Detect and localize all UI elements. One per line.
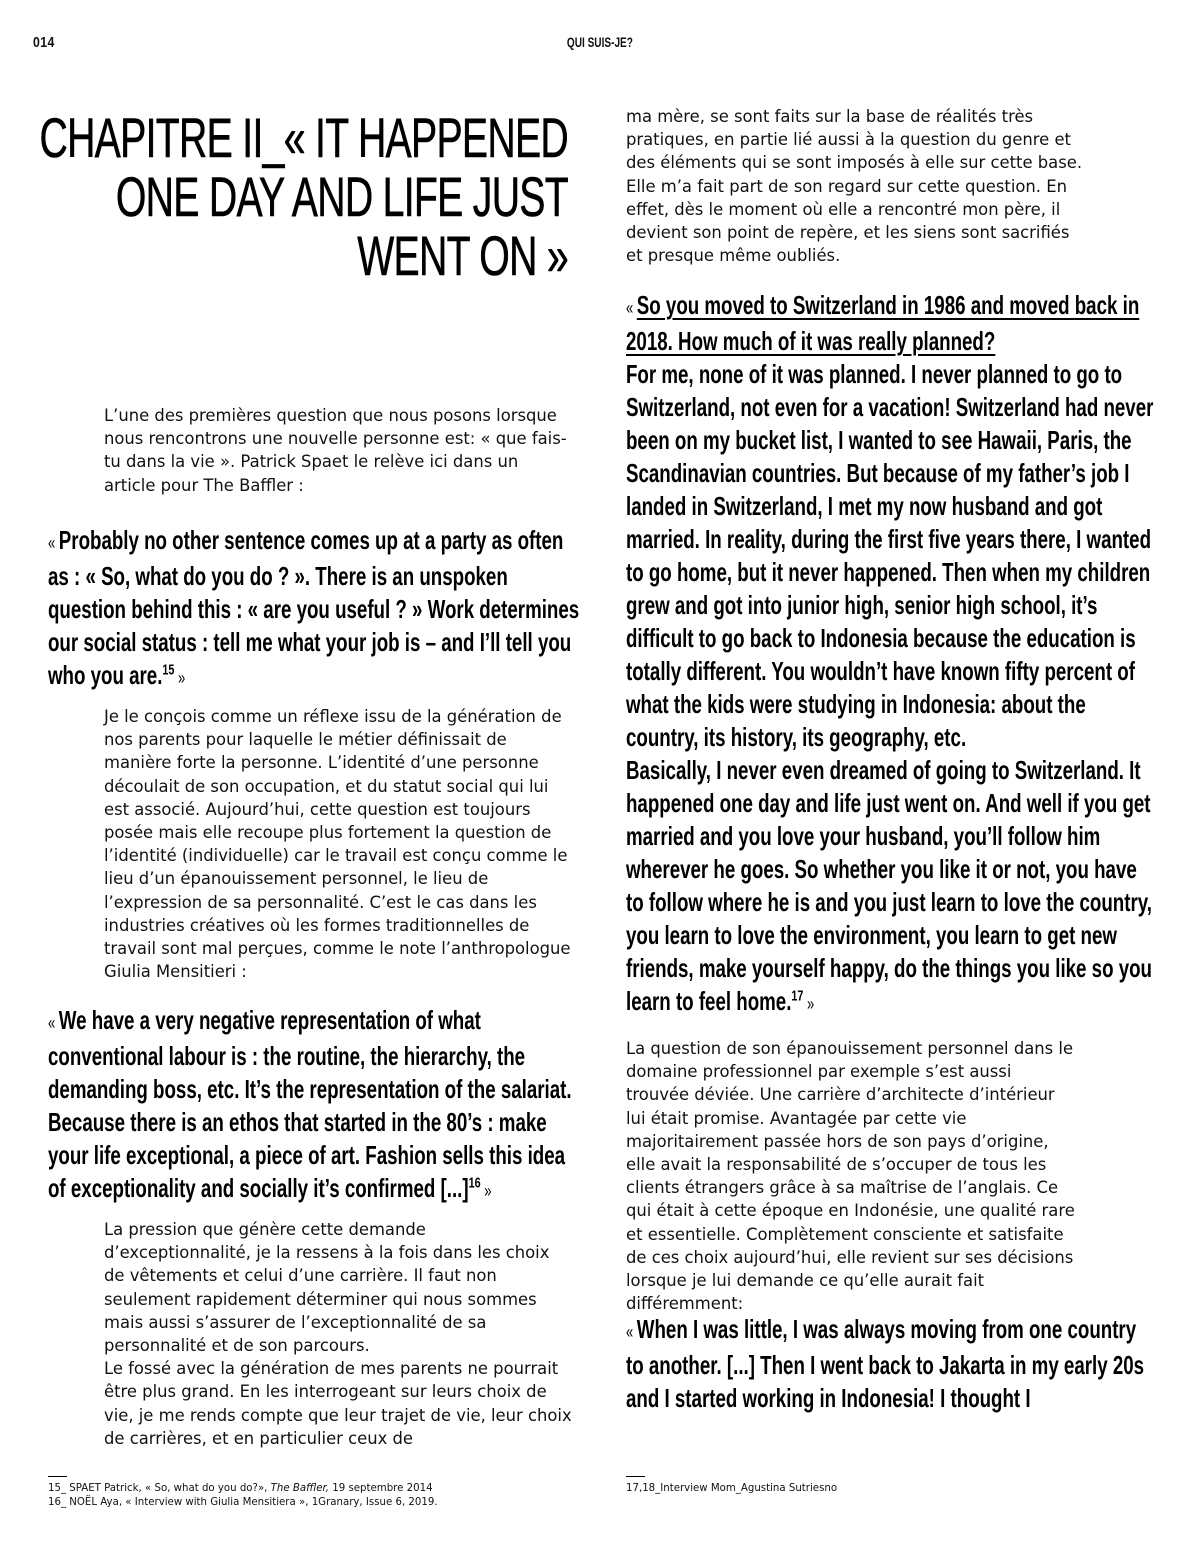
quote-close-mark: » <box>480 1181 492 1201</box>
quote-open-mark: « <box>626 298 637 318</box>
body-paragraph-2: Je le conçois comme un réflexe issu de la génération de nos parents pour laquelle le métier définissait de manière forte la personne. L’identité d’une personne découlait de son occupation, et du statut social qui lui est associé. Aujourd’hui, cette question est toujours posée mais elle recoupe plus fortement la question de l’identité (individuelle) car le travail est conçu comme le lieu d’un épanouissement personnel, le lieu de l’expression de sa personnalité. C’est le cas dans les industries créatives où les formes traditionnelles de travail sont mal perçues, comme le note l’anthropologue Giulia Mensitieri : <box>104 707 571 982</box>
interview-question-text: So you moved to Switzerland in 1986 and moved back in 2018. How much of it was really planned? <box>626 290 1140 356</box>
footnote-16: 16_ NOËL Aya, « Interview with Giulia Mensitiera », 1Granary, Issue 6, 2019. <box>48 1497 438 1508</box>
interview-quote-2-text: When I was little, I was always moving from one country to another. [...] Then I went back to Jakarta in my early 20s and I started working in Indonesia! I thought I <box>626 1314 1145 1413</box>
body-paragraph-1: L’une des premières question que nous posons lorsque nous rencontrons une nouvelle personne est: « que fais-tu dans la vie ». Patrick Spaet le relève ici dans un article pour The Baffler : <box>104 406 567 495</box>
pull-quote-2-text: We have a very negative representation of what conventional labour is : the routine, the hierarchy, the demanding boss, etc. It’s the representation of the salariat. Because there is an ethos that started in the 80’s : make your life exceptional, a piece of art. Fashion sells this idea of exceptionality and socially it’s confirmed [...] <box>48 1005 572 1203</box>
quote-open-mark: « <box>48 533 59 553</box>
interview-quote-2 <box>626 1313 1159 1415</box>
footnote-15-title: The Baffler, <box>270 1483 330 1494</box>
quote-close-mark: » <box>174 668 186 688</box>
interview-quote-1 <box>626 289 1159 1021</box>
footnote-15 <box>48 1482 588 1496</box>
quote-open-mark: « <box>626 1322 637 1342</box>
chapter-title: CHAPITRE II_« IT HAPPENED ONE DAY AND LIFE JUST WENT ON » <box>39 106 569 287</box>
quote-close-mark: » <box>803 994 815 1014</box>
footnotes-right <box>626 1482 1166 1496</box>
interview-answer-2 <box>626 754 1159 1021</box>
footnote-ref-17[interactable]: 17 <box>791 987 804 1005</box>
footnote-ref-15[interactable]: 15 <box>162 661 175 679</box>
body-paragraph-5: La question de son épanouissement personnel dans le domaine professionnel par exemple s’est aussi trouvée déviée. Une carrière d’architecte d’intérieur lui était promise. Avantagée par cette vie majoritairement passée hors de son pays d’origine, elle avait la responsabilité de s’occuper de tous les clients étrangers grâce à sa maîtrise de l’anglais. Ce qui était à cette époque en Indonésie, une qualité rare et essentielle. Complètement consciente et satisfaite de ces choix aujourd’hui, elle revient sur ses décisions lorsque je lui demande ce qu’elle aurait fait différemment: <box>626 1039 1075 1314</box>
body-paragraph-4: ma mère, se sont faits sur la base de réalités très pratiques, en partie lié aussi à la question du genre et des éléments qui se sont imposés à elle sur cette base. Elle m’a fait part de son regard sur cette question. En effet, dès le moment où elle a rencontré mon père, il devient son point de repère, et les siens sont sacrifiés et presque même oubliés. <box>626 107 1083 266</box>
interview-answer-1: For me, none of it was planned. I never planned to go to Switzerland, not even for a vacation! Switzerland had never been on my bucket list, I wanted to see Hawaii, Paris, the Scandinavian countries. But because of my father’s job I landed in Switzerland, I met my now husband and got married. In reality, during the first five years there, I wanted to go home, but it never happened. Then when my children grew and got into junior high, senior high school, it’s difficult to go back to Indonesia because the education is totally different. You wouldn’t have known fifty percent of what the kids were studying in Indonesia: about the country, its history, its geography, etc. <box>626 359 1154 752</box>
footnote-ref-16[interactable]: 16 <box>468 1174 481 1192</box>
footnote-15-date: 19 septembre 2014 <box>329 1483 433 1494</box>
interview-answer-2-text: Basically, I never even dreamed of going to Switzerland. It happened one day and life just went on. And well if you get married and you love your husband, you’ll follow him wherever he goes. So whether you like it or not, you have to follow where he is and you just learn to love the country, you learn to love the environment, you learn to get new friends, make yourself happy, do the things you like so you learn to feel home. <box>626 755 1153 1016</box>
running-head-text: QUI SUIS-JE? <box>566 34 634 50</box>
interview-question <box>626 289 1159 358</box>
footnote-17-18: 17,18_Interview Mom_Agustina Sutriesno <box>626 1483 838 1494</box>
running-head <box>0 34 1200 50</box>
left-column <box>39 106 580 1448</box>
footnotes-left <box>48 1482 588 1510</box>
body-paragraph-3a: La pression que génère cette demande d’exceptionnalité, je la ressens à la fois dans les choix de vêtements et celui d’une carrière. Il faut non seulement rapidement déterminer qui nous sommes mais aussi s’assurer de l’exceptionnalité de sa personnalité et de son parcours. <box>104 1220 550 1356</box>
pull-quote-1-text: Probably no other sentence comes up at a party as often as : « So, what do you do ? ». There is an unspoken question behind this : « are you useful ? » Work determines our social status : tell me what your job is – and I’ll tell you who you are. <box>48 525 580 690</box>
page-number: 014 <box>33 34 55 51</box>
body-paragraph-3b: Le fossé avec la génération de mes parents ne pourrait être plus grand. En les interrogeant sur leurs choix de vie, je me rends compte que leur trajet de vie, leur choix de carrières, et en particulier ceux de <box>104 1359 572 1448</box>
body-paragraph-3 <box>104 1218 574 1450</box>
pull-quote-1 <box>48 524 581 695</box>
quote-open-mark: « <box>48 1013 59 1033</box>
footnote-rule-right <box>626 1476 645 1477</box>
footnote-rule-left <box>48 1476 67 1477</box>
pull-quote-2 <box>48 1004 581 1208</box>
footnote-15-text: 15_ SPAET Patrick, « So, what do you do?», <box>48 1483 271 1494</box>
